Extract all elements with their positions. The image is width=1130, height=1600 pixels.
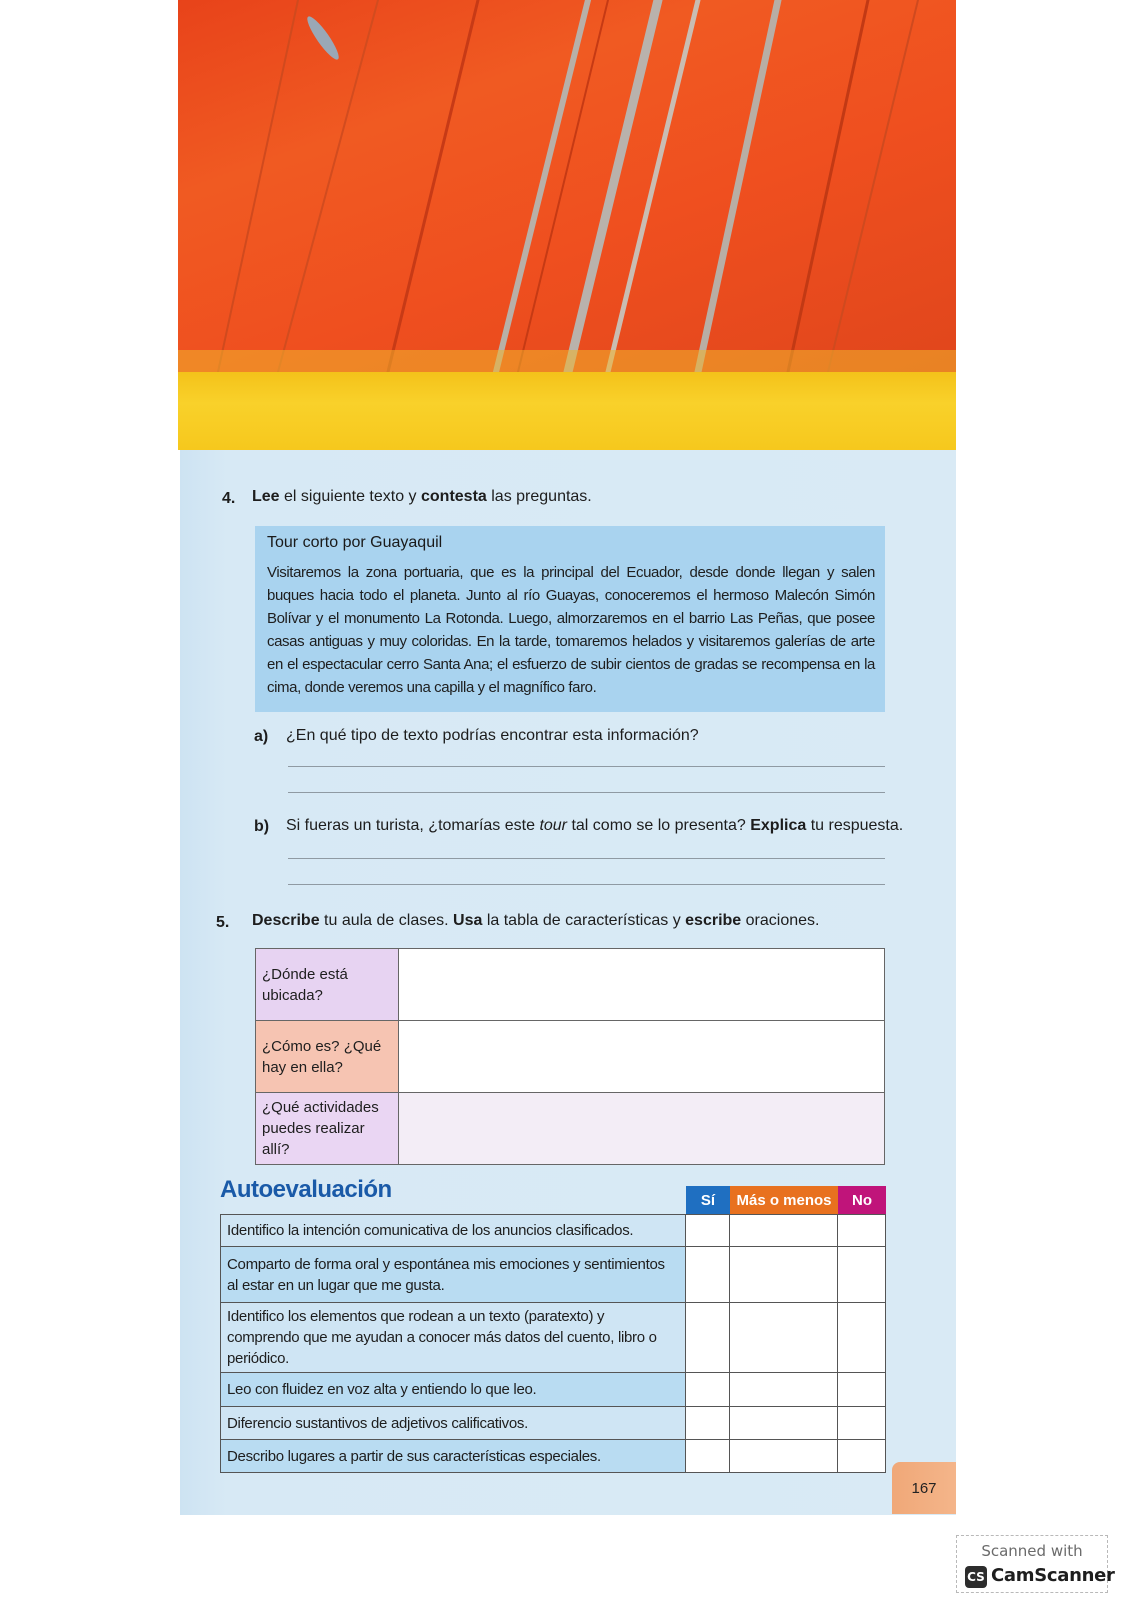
criterion: Leo con fluidez en voz alta y entiendo lo que leo. xyxy=(221,1373,686,1407)
camscanner-name: CamScanner xyxy=(991,1565,1115,1586)
checkbox-no[interactable] xyxy=(837,1303,885,1373)
table-row xyxy=(256,949,885,1021)
checkbox-yes[interactable] xyxy=(685,1440,729,1473)
checkbox-yes[interactable] xyxy=(685,1373,729,1407)
yellow-band xyxy=(178,372,956,450)
table-row xyxy=(221,1215,886,1247)
classroom-description-table xyxy=(255,948,885,1165)
camscanner-badge xyxy=(956,1535,1115,1593)
answer-line-b1[interactable] xyxy=(288,858,885,859)
checkbox-yes[interactable] xyxy=(685,1303,729,1373)
page-number: 167 xyxy=(892,1462,956,1514)
header-yes: Sí xyxy=(686,1186,730,1214)
self-assessment-table xyxy=(220,1214,886,1473)
checkbox-more-or-less[interactable] xyxy=(729,1373,837,1407)
question-4a-text: ¿En qué tipo de texto podrías encontrar esta información? xyxy=(286,727,699,744)
question-4b-text: Si fueras un turista, ¿tomarías este tour tal como se lo presenta? Explica tu respuesta. xyxy=(286,817,904,834)
checkbox-more-or-less[interactable] xyxy=(729,1303,837,1373)
question-4b-label: b) xyxy=(254,818,270,835)
header-no: No xyxy=(838,1186,886,1214)
question-5-instruction: Describe tu aula de clases. Usa la tabla de características y escribe oraciones. xyxy=(252,912,820,929)
question-4-instruction: Lee el siguiente texto y contesta las preguntas. xyxy=(252,488,592,505)
answer-cell-activities[interactable] xyxy=(399,1093,885,1165)
checkbox-yes[interactable] xyxy=(685,1215,729,1247)
checkbox-no[interactable] xyxy=(837,1407,885,1440)
checkbox-yes[interactable] xyxy=(685,1247,729,1303)
table-row xyxy=(221,1373,886,1407)
criterion: Comparto de forma oral y espontánea mis emociones y sentimientos al estar en un lugar que me gusta. xyxy=(221,1247,686,1303)
answer-line-a1[interactable] xyxy=(288,766,885,767)
header-more-or-less: Más o menos xyxy=(730,1186,838,1214)
table-row xyxy=(256,1093,885,1165)
criterion: Describo lugares a partir de sus características especiales. xyxy=(221,1440,686,1473)
camscanner-logo-icon: CS xyxy=(965,1566,987,1588)
table-row xyxy=(221,1247,886,1303)
row-label-activities: ¿Qué actividades puedes realizar allí? xyxy=(256,1093,399,1165)
photo-orange-planks xyxy=(178,0,956,372)
question-4-number: 4. xyxy=(222,490,236,507)
checkbox-more-or-less[interactable] xyxy=(729,1215,837,1247)
self-assessment-title: Autoevaluación xyxy=(220,1176,392,1203)
scanned-with-label: Scanned with xyxy=(981,1542,1083,1560)
table-row xyxy=(221,1407,886,1440)
checkbox-no[interactable] xyxy=(837,1215,885,1247)
checkbox-yes[interactable] xyxy=(685,1407,729,1440)
table-row xyxy=(221,1303,886,1373)
checkbox-more-or-less[interactable] xyxy=(729,1407,837,1440)
row-label-description: ¿Cómo es? ¿Qué hay en ella? xyxy=(256,1021,399,1093)
row-label-location: ¿Dónde está ubicada? xyxy=(256,949,399,1021)
tour-paragraph: Visitaremos la zona portuaria, que es la principal del Ecuador, desde donde llegan y salen buques hacia todo el planeta. Junto al río Guayas, conoceremos el hermoso Malecón Simón Bolívar y el monumento La Rotonda. Luego, almorzaremos en el barrio Las Peñas, que posee casas antiguas y muy coloridas. En la tarde, tomaremos helados y visitaremos galerías de arte en el espectacular cerro Santa Ana; el esfuerzo de subir cientos de gradas se recompensa en la cima, donde veremos una capilla y el magnífico faro. xyxy=(267,564,875,696)
plank-texture xyxy=(178,0,956,372)
table-row xyxy=(256,1021,885,1093)
answer-cell-description[interactable] xyxy=(399,1021,885,1093)
checkbox-more-or-less[interactable] xyxy=(729,1247,837,1303)
question-5-number: 5. xyxy=(216,914,230,931)
checkbox-no[interactable] xyxy=(837,1247,885,1303)
checkbox-more-or-less[interactable] xyxy=(729,1440,837,1473)
criterion: Identifico la intención comunicativa de los anuncios clasificados. xyxy=(221,1215,686,1247)
checkbox-no[interactable] xyxy=(837,1373,885,1407)
tour-title: Tour corto por Guayaquil xyxy=(267,534,443,551)
answer-line-b2[interactable] xyxy=(288,884,885,885)
table-row xyxy=(221,1440,886,1473)
criterion: Diferencio sustantivos de adjetivos calificativos. xyxy=(221,1407,686,1440)
question-4a-label: a) xyxy=(254,728,269,745)
tour-text-box xyxy=(255,526,885,712)
answer-cell-location[interactable] xyxy=(399,949,885,1021)
answer-line-a2[interactable] xyxy=(288,792,885,793)
criterion: Identifico los elementos que rodean a un texto (paratexto) y comprendo que me ayudan a conocer más datos del cuento, libro o periódico. xyxy=(221,1303,686,1373)
checkbox-no[interactable] xyxy=(837,1440,885,1473)
